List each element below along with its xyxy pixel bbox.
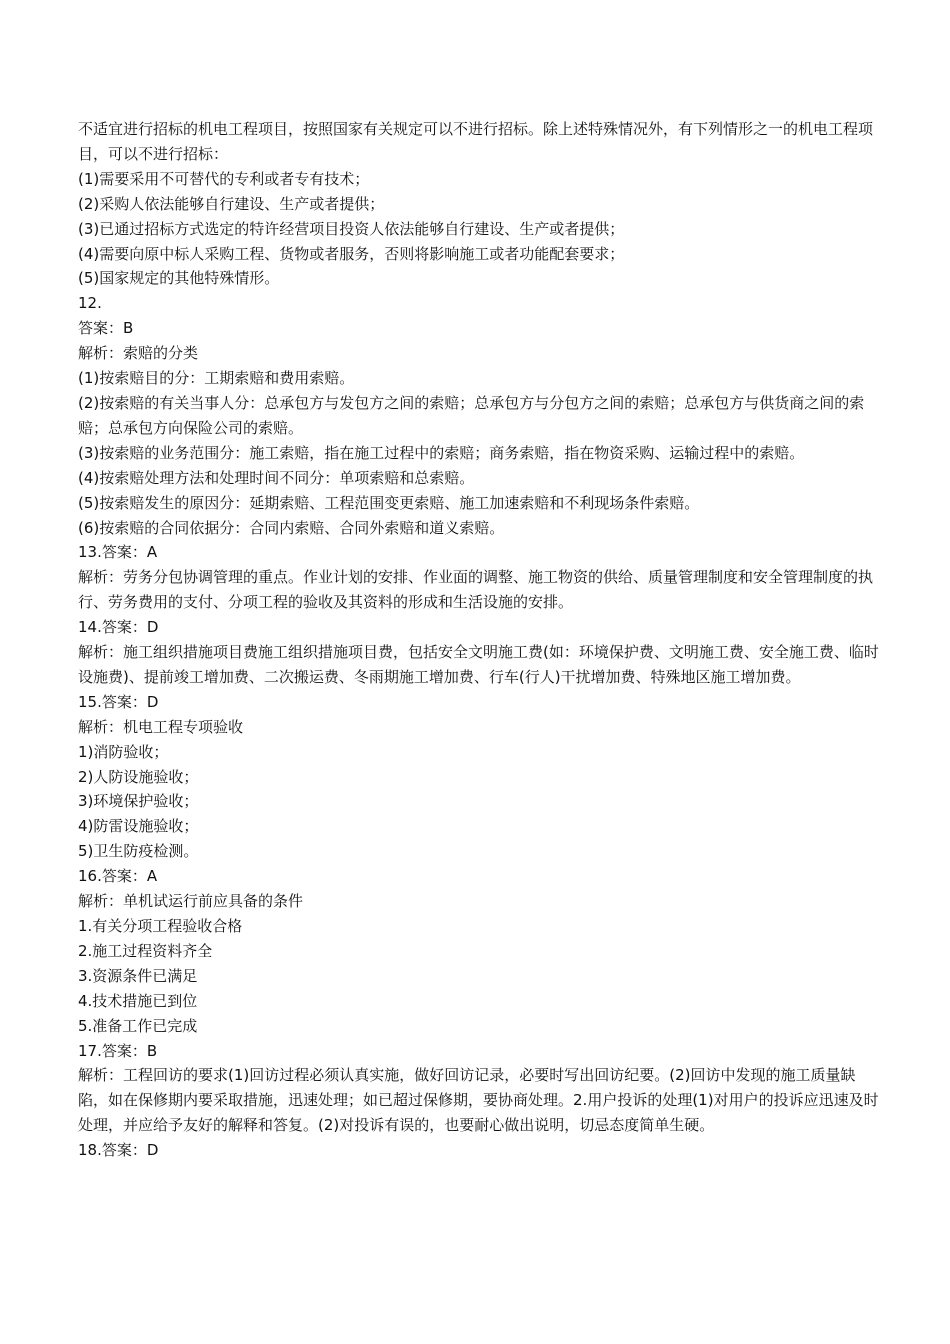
list-item: (3)已通过招标方式选定的特许经营项目投资人依法能够自行建设、生产或者提供； [78, 219, 625, 238]
explanation-line: 解析：劳务分包协调管理的重点。作业计划的安排、作业面的调整、施工物资的供给、质量管理制度和安全管理制度的执行、劳务费用的支付、分项工程的验收及其资料的形成和生活设施的安排。 [78, 568, 874, 612]
answer-line: 13.答案：A [78, 543, 158, 562]
document-body [78, 117, 884, 1163]
answer-line: 16.答案：A [78, 867, 158, 886]
explanation-line: 解析：机电工程专项验收 [78, 717, 244, 736]
list-item: (4)按索赔处理方法和处理时间不同分：单项索赔和总索赔。 [78, 468, 475, 487]
list-item: 2)人防设施验收； [78, 767, 199, 786]
list-item: (1)需要采用不可替代的专利或者专有技术； [78, 169, 370, 188]
list-item: 1)消防验收； [78, 742, 169, 761]
list-item: (3)按索赔的业务范围分：施工索赔，指在施工过程中的索赔；商务索赔，指在物资采购、运输过程中的索赔。 [78, 443, 805, 462]
list-item: 5.准备工作已完成 [78, 1016, 198, 1035]
explanation-line: 解析：单机试运行前应具备的条件 [78, 892, 304, 911]
list-item: (5)国家规定的其他特殊情形。 [78, 269, 280, 288]
answer-line: 17.答案：B [78, 1041, 158, 1060]
list-item: (2)采购人依法能够自行建设、生产或者提供； [78, 194, 385, 213]
answer-line: 15.答案：D [78, 692, 159, 711]
list-item: 4.技术措施已到位 [78, 991, 198, 1010]
list-item: (4)需要向原中标人采购工程、货物或者服务，否则将影响施工或者功能配套要求； [78, 244, 625, 263]
list-item: 3.资源条件已满足 [78, 966, 198, 985]
list-item: 5)卫生防疫检测。 [78, 842, 199, 861]
answer-line: 答案：B [78, 319, 134, 338]
list-item: (1)按索赔目的分：工期索赔和费用索赔。 [78, 369, 355, 388]
list-item: 3)环境保护验收； [78, 792, 199, 811]
list-item: (5)按索赔发生的原因分：延期索赔、工程范围变更索赔、施工加速索赔和不利现场条件索赔。 [78, 493, 700, 512]
list-item: 4)防雷设施验收； [78, 817, 199, 836]
list-item: 2.施工过程资料齐全 [78, 941, 213, 960]
paragraph-intro: 不适宜进行招标的机电工程项目，按照国家有关规定可以不进行招标。除上述特殊情况外，有下列情形之一的机电工程项目，可以不进行招标： [78, 120, 874, 163]
explanation-line: 解析：工程回访的要求(1)回访过程必须认真实施，做好回访记录，必要时写出回访纪要。(2)回访中发现的施工质量缺陷，如在保修期内要采取措施，迅速处理；如已超过保修期，要协商处理。2.用户投诉的处理(1)对用户的投诉应迅速及时处理，并应给予友好的解释和答复。(2)对投诉有误的，也要耐心做出说明，切忌态度简单生硬。 [78, 1066, 879, 1135]
answer-line: 18.答案：D [78, 1141, 159, 1160]
list-item: 1.有关分项工程验收合格 [78, 917, 243, 935]
list-item: (2)按索赔的有关当事人分：总承包方与发包方之间的索赔；总承包方与分包方之间的索赔；总承包方与供货商之间的索赔；总承包方向保险公司的索赔。 [78, 393, 865, 437]
question-number: 12. [78, 294, 102, 313]
answer-line: 14.答案：D [78, 618, 159, 637]
explanation-line: 解析：施工组织措施项目费施工组织措施项目费，包括安全文明施工费(如：环境保护费、文明施工费、安全施工费、临时设施费)、提前竣工增加费、二次搬运费、冬雨期施工增加费、行车(行人)干扰增加费、特殊地区施工增加费。 [78, 643, 879, 686]
list-item: (6)按索赔的合同依据分：合同内索赔、合同外索赔和道义索赔。 [78, 518, 505, 537]
explanation-line: 解析：索赔的分类 [78, 344, 199, 363]
